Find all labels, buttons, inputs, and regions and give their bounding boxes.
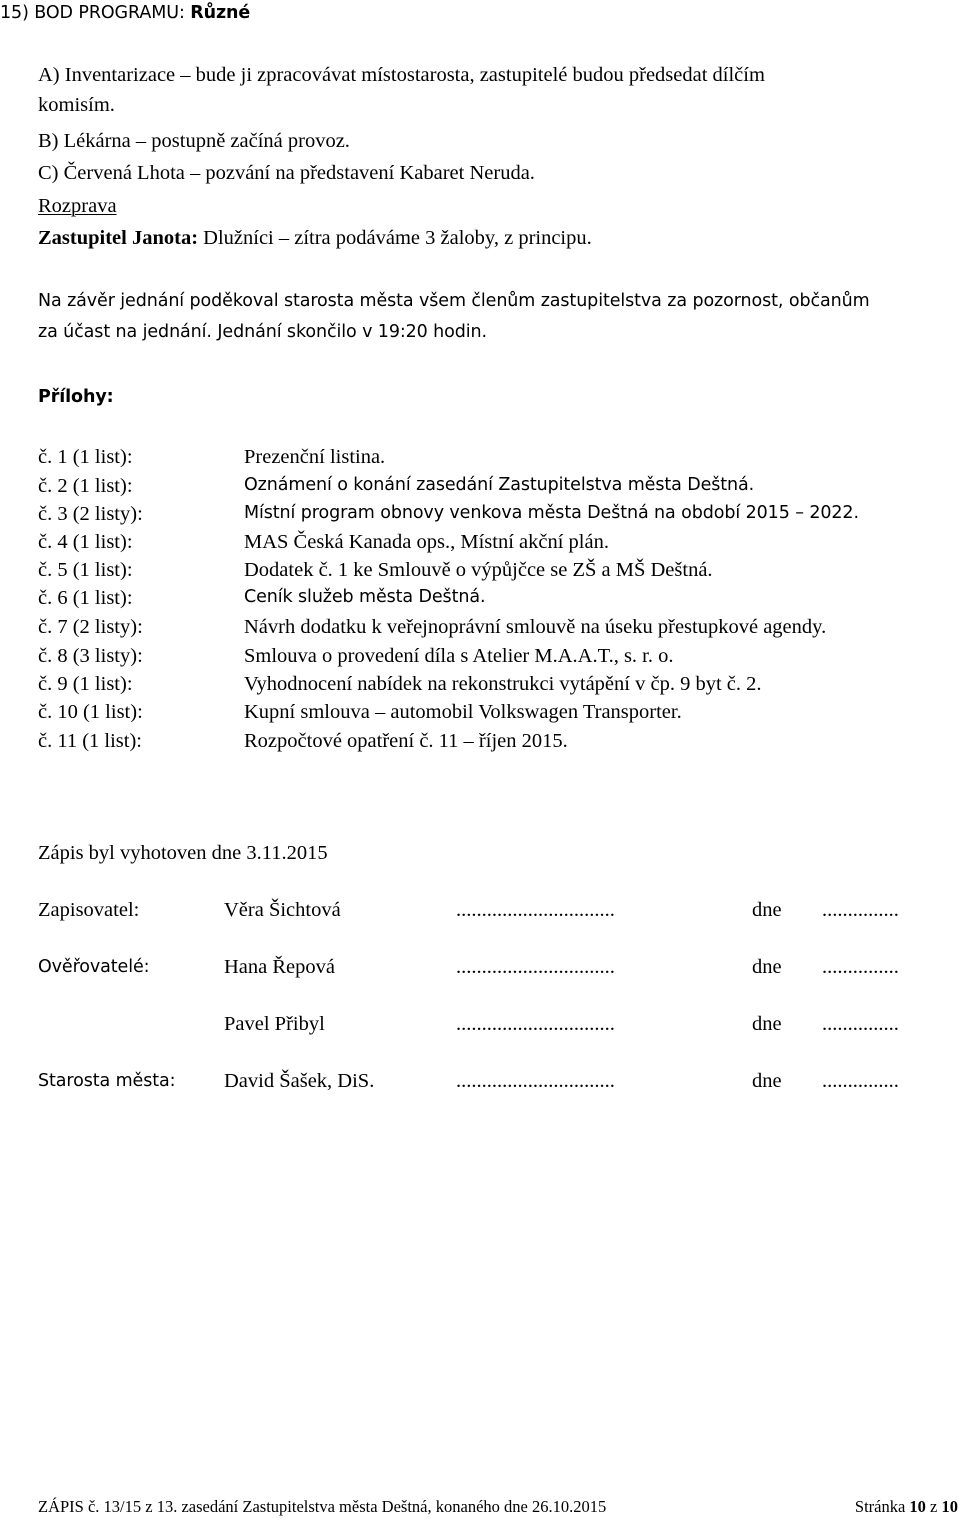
signature-date-dots: ............... (822, 1013, 899, 1035)
attachment-num: č. 6 (1 list): (38, 587, 133, 609)
attachment-desc: Ceník služeb města Deštná. (244, 587, 486, 607)
attachment-desc: Oznámení o konání zasedání Zastupitelstva města Deštná. (244, 475, 755, 495)
record-date: Zápis byl vyhotoven dne 3.11.2015 (38, 842, 328, 864)
attachment-desc: Smlouva o provedení díla s Atelier M.A.A.T., s. r. o. (244, 645, 674, 667)
signature-date-dots: ............... (822, 899, 899, 921)
footer-page-sep: z (925, 1497, 942, 1516)
signature-dne: dne (752, 956, 782, 978)
signature-dne: dne (752, 1070, 782, 1092)
attachment-num: č. 4 (1 list): (38, 531, 133, 553)
signature-role: Starosta města: (38, 1071, 176, 1091)
signature-dne: dne (752, 1013, 782, 1035)
footer-title: ZÁPIS č. 13/15 z 13. zasedání Zastupitelstva města Deštná, konaného dne 26.10.2015 (38, 1497, 607, 1516)
item-c: C) Červená Lhota – pozvání na představení Kabaret Neruda. (38, 162, 535, 184)
section-title: Různé (190, 3, 251, 23)
signature-dots: ............................... (456, 899, 615, 921)
item-a-line2: komisím. (38, 94, 115, 116)
attachment-num: č. 3 (2 listy): (38, 503, 143, 525)
attachment-num: č. 9 (1 list): (38, 673, 133, 695)
footer-page-current: 10 (909, 1497, 926, 1516)
signature-role: Zapisovatel: (38, 899, 140, 921)
attachment-desc: Prezenční listina. (244, 446, 386, 468)
signature-dots: ............................... (456, 1070, 615, 1092)
signature-name: Hana Řepová (224, 956, 335, 978)
closing-line1: Na závěr jednání poděkoval starosta města všem členům zastupitelstva za pozornost, občanům (38, 291, 870, 311)
footer-page-total: 10 (941, 1497, 958, 1516)
attachment-desc: Návrh dodatku k veřejnoprávní smlouvě na úseku přestupkové agendy. (244, 616, 827, 638)
footer-page-label: Stránka (854, 1497, 910, 1516)
signature-dne: dne (752, 899, 782, 921)
attachment-desc: Dodatek č. 1 ke Smlouvě o výpůjčce se ZŠ a MŠ Deštná. (244, 559, 713, 581)
item-a-line1: A) Inventarizace – bude ji zpracovávat místostarosta, zastupitelé budou předsedat dílčím (38, 64, 765, 86)
section-heading (0, 3, 250, 23)
signature-dots: ............................... (456, 1013, 615, 1035)
attachment-num: č. 1 (1 list): (38, 446, 133, 468)
attachment-num: č. 5 (1 list): (38, 559, 133, 581)
signature-name: Věra Šichtová (224, 899, 341, 921)
discussion-speaker: Zastupitel Janota: (38, 227, 199, 249)
signature-date-dots: ............... (822, 1070, 899, 1092)
attachment-num: č. 8 (3 listy): (38, 645, 143, 667)
closing-line2: za účast na jednání. Jednání skončilo v 19:20 hodin. (38, 322, 488, 342)
attachment-desc: Vyhodnocení nabídek na rekonstrukci vytápění v čp. 9 byt č. 2. (244, 673, 762, 695)
attachment-num: č. 7 (2 listy): (38, 616, 143, 638)
attachment-desc: Rozpočtové opatření č. 11 – říjen 2015. (244, 730, 568, 752)
attachment-desc: Kupní smlouva – automobil Volkswagen Transporter. (244, 701, 682, 723)
discussion-heading: Rozprava (38, 195, 117, 217)
signature-dots: ............................... (456, 956, 615, 978)
discussion-text: Dlužníci – zítra podáváme 3 žaloby, z principu. (198, 227, 592, 249)
attachment-num: č. 11 (1 list): (38, 730, 143, 752)
signature-name: David Šašek, DiS. (224, 1070, 375, 1092)
attachment-desc: Místní program obnovy venkova města Deštná na období 2015 – 2022. (244, 503, 859, 523)
attachment-desc: MAS Česká Kanada ops., Místní akční plán. (244, 531, 609, 553)
attachments-heading: Přílohy: (38, 387, 114, 407)
signature-role: Ověřovatelé: (38, 957, 150, 977)
discussion-line (38, 227, 592, 250)
section-prefix: 15) BOD PROGRAMU: (0, 3, 191, 23)
signature-name: Pavel Přibyl (224, 1013, 325, 1035)
attachment-num: č. 10 (1 list): (38, 701, 143, 723)
signature-date-dots: ............... (822, 956, 899, 978)
attachment-num: č. 2 (1 list): (38, 475, 133, 497)
footer-page-number (855, 1497, 958, 1517)
item-b: B) Lékárna – postupně začíná provoz. (38, 130, 350, 152)
